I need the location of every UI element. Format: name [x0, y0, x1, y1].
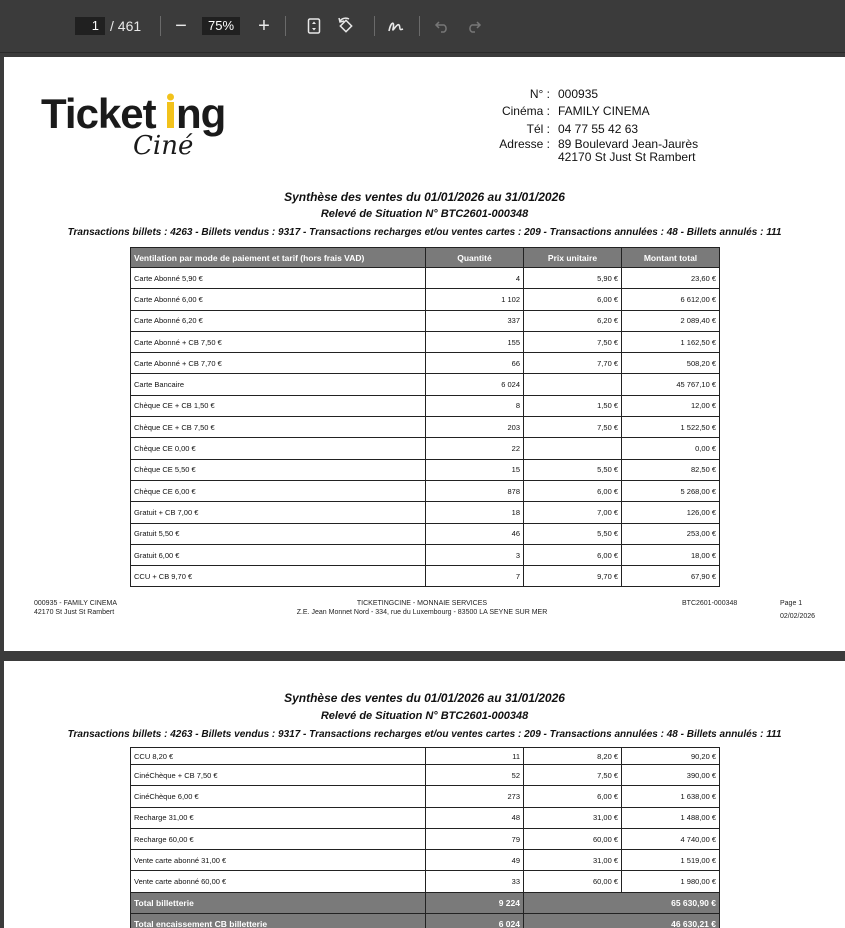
table-row	[131, 480, 720, 501]
footer-page	[780, 599, 815, 621]
column-header: Ventilation par mode de paiement et tarif (hors frais VAD)	[131, 248, 426, 268]
table-row	[131, 310, 720, 331]
footer-date: 02/02/2026	[780, 613, 816, 620]
cinema-info	[440, 86, 740, 166]
table-row	[131, 268, 720, 289]
row-unit-price: 7,50 €	[524, 331, 622, 352]
row-unit-price: 6,00 €	[524, 480, 622, 501]
column-header: Quantité	[426, 248, 524, 268]
row-unit-price: 60,00 €	[524, 871, 622, 892]
row-total: 126,00 €	[622, 502, 720, 523]
row-unit-price	[524, 374, 622, 395]
row-label: Vente carte abonné 60,00 €	[131, 871, 426, 892]
row-total: 1 522,50 €	[622, 417, 720, 438]
report-title: Synthèse des ventes du 01/01/2026 au 31/01/2026	[284, 691, 565, 705]
total-quantity: 9 224	[426, 892, 524, 913]
table-row	[131, 748, 720, 765]
row-total: 18,00 €	[622, 544, 720, 565]
row-quantity: 155	[426, 331, 524, 352]
row-unit-price: 6,00 €	[524, 289, 622, 310]
row-total: 508,20 €	[622, 353, 720, 374]
row-quantity: 337	[426, 310, 524, 331]
total-row	[131, 913, 720, 928]
row-label: Carte Abonné 6,00 €	[131, 289, 426, 310]
row-quantity: 6 024	[426, 374, 524, 395]
row-unit-price: 1,50 €	[524, 395, 622, 416]
row-label: Chèque CE + CB 1,50 €	[131, 395, 426, 416]
cinema-address-line2: 42170 St Just St Rambert	[558, 150, 696, 164]
row-total: 45 767,10 €	[622, 374, 720, 395]
row-quantity: 66	[426, 353, 524, 374]
table-row	[131, 765, 720, 786]
row-unit-price: 7,00 €	[524, 502, 622, 523]
table-row	[131, 459, 720, 480]
sales-table	[130, 247, 720, 587]
column-header: Prix unitaire	[524, 248, 622, 268]
row-total: 253,00 €	[622, 523, 720, 544]
row-quantity: 52	[426, 765, 524, 786]
redo-icon[interactable]	[462, 14, 486, 38]
cinema-name: FAMILY CINEMA	[558, 104, 650, 118]
row-total: 6 612,00 €	[622, 289, 720, 310]
row-total: 0,00 €	[622, 438, 720, 459]
toolbar-divider	[419, 16, 420, 36]
row-unit-price: 8,20 €	[524, 748, 622, 765]
total-row	[131, 892, 720, 913]
row-unit-price: 6,00 €	[524, 544, 622, 565]
table-row	[131, 417, 720, 438]
row-total: 67,90 €	[622, 566, 720, 587]
cinema-number-label: N° :	[529, 87, 550, 101]
row-label: Recharge 31,00 €	[131, 807, 426, 828]
cinema-number: 000935	[558, 87, 599, 101]
row-total: 23,60 €	[622, 268, 720, 289]
row-label: Chèque CE 6,00 €	[131, 480, 426, 501]
fit-page-icon[interactable]	[302, 14, 326, 38]
row-quantity: 878	[426, 480, 524, 501]
cinema-address-line1: 89 Boulevard Jean-Jaurès	[558, 137, 699, 151]
row-quantity: 203	[426, 417, 524, 438]
row-unit-price: 7,70 €	[524, 353, 622, 374]
table-row	[131, 331, 720, 352]
row-label: Carte Abonné + CB 7,50 €	[131, 331, 426, 352]
row-unit-price: 60,00 €	[524, 828, 622, 849]
row-total: 4 740,00 €	[622, 828, 720, 849]
svg-text:ng: ng	[176, 92, 226, 137]
footer-company-address: Z.E. Jean Monnet Nord - 334, rue du Luxembourg - 83500 LA SEYNE SUR MER	[296, 609, 548, 616]
cinema-phone-label: Tél :	[526, 122, 550, 136]
row-label: Carte Bancaire	[131, 374, 426, 395]
toolbar-divider	[374, 16, 375, 36]
row-unit-price: 5,50 €	[524, 523, 622, 544]
row-label: Gratuit 5,50 €	[131, 523, 426, 544]
row-quantity: 46	[426, 523, 524, 544]
footer-cinema-name: 000935 - FAMILY CINEMA	[34, 600, 117, 607]
table-row	[131, 828, 720, 849]
footer-cinema-city: 42170 St Just St Rambert	[34, 609, 115, 616]
row-unit-price: 6,20 €	[524, 310, 622, 331]
cinema-name-label: Cinéma :	[501, 104, 550, 118]
table-row	[131, 544, 720, 565]
row-total: 82,50 €	[622, 459, 720, 480]
row-quantity: 4	[426, 268, 524, 289]
row-unit-price: 9,70 €	[524, 566, 622, 587]
row-quantity: 79	[426, 828, 524, 849]
row-quantity: 49	[426, 850, 524, 871]
row-quantity: 1 102	[426, 289, 524, 310]
footer-cinema	[34, 599, 117, 617]
row-unit-price: 6,00 €	[524, 786, 622, 807]
row-quantity: 18	[426, 502, 524, 523]
row-unit-price: 31,00 €	[524, 807, 622, 828]
row-quantity: 48	[426, 807, 524, 828]
row-label: Carte Abonné + CB 7,70 €	[131, 353, 426, 374]
row-label: Carte Abonné 5,90 €	[131, 268, 426, 289]
row-quantity: 7	[426, 566, 524, 587]
table-row	[131, 807, 720, 828]
cinema-address-label: Adresse :	[499, 137, 550, 151]
footer-company	[204, 599, 640, 617]
row-label: Gratuit + CB 7,00 €	[131, 502, 426, 523]
row-quantity: 33	[426, 871, 524, 892]
row-quantity: 15	[426, 459, 524, 480]
row-label: Carte Abonné 6,20 €	[131, 310, 426, 331]
table-row	[131, 566, 720, 587]
undo-icon[interactable]	[430, 14, 454, 38]
cinema-phone: 04 77 55 42 63	[558, 122, 639, 136]
footer-page-number: Page 1	[780, 600, 803, 607]
row-quantity: 8	[426, 395, 524, 416]
total-quantity: 6 024	[426, 913, 524, 928]
row-label: Chèque CE 5,50 €	[131, 459, 426, 480]
total-amount: 46 630,21 €	[524, 913, 720, 928]
pdf-page-2	[4, 661, 845, 928]
pdf-toolbar	[0, 0, 845, 53]
report-summary: Transactions billets : 4263 - Billets vendus : 9317 - Transactions recharges et/ou ventes cartes : 209 - Transactions annulées : 48 - Billets annulés : 111	[67, 227, 782, 238]
total-amount: 65 630,90 €	[524, 892, 720, 913]
row-label: Gratuit 6,00 €	[131, 544, 426, 565]
row-total: 1 980,00 €	[622, 871, 720, 892]
column-header: Montant total	[622, 248, 720, 268]
report-subtitle: Relevé de Situation N° BTC2601-000348	[320, 208, 529, 220]
draw-icon[interactable]	[384, 14, 408, 38]
table-row	[131, 289, 720, 310]
row-label: CinéChèque + CB 7,50 €	[131, 765, 426, 786]
toolbar-divider	[285, 16, 286, 36]
footer-reference: BTC2601-000348	[682, 600, 738, 607]
pdf-page-1	[4, 57, 845, 651]
row-quantity: 11	[426, 748, 524, 765]
total-label: Total encaissement CB billetterie	[131, 913, 426, 928]
row-total: 1 519,00 €	[622, 850, 720, 871]
row-total: 1 488,00 €	[622, 807, 720, 828]
ticketing-cine-logo	[41, 92, 241, 162]
row-label: CCU + CB 9,70 €	[131, 566, 426, 587]
toolbar-divider	[160, 16, 161, 36]
row-label: CinéChèque 6,00 €	[131, 786, 426, 807]
zoom-out-button[interactable]: −	[175, 14, 187, 37]
table-row	[131, 786, 720, 807]
row-total: 90,20 €	[622, 748, 720, 765]
svg-text:Ciné: Ciné	[133, 131, 194, 161]
table-row	[131, 850, 720, 871]
row-total: 2 089,40 €	[622, 310, 720, 331]
row-total: 1 162,50 €	[622, 331, 720, 352]
row-unit-price	[524, 438, 622, 459]
row-unit-price: 7,50 €	[524, 765, 622, 786]
svg-text:Ticket: Ticket	[41, 92, 156, 137]
row-label: CCU 8,20 €	[131, 748, 426, 765]
row-total: 5 268,00 €	[622, 480, 720, 501]
row-quantity: 3	[426, 544, 524, 565]
table-row	[131, 523, 720, 544]
row-label: Recharge 60,00 €	[131, 828, 426, 849]
sales-table-continued	[130, 747, 720, 928]
row-unit-price: 31,00 €	[524, 850, 622, 871]
zoom-level-input[interactable]: 75%	[202, 17, 240, 35]
footer-company-name: TICKETINGCINE - MONNAIE SERVICES	[356, 600, 488, 607]
row-label: Chèque CE 0,00 €	[131, 438, 426, 459]
row-label: Chèque CE + CB 7,50 €	[131, 417, 426, 438]
row-quantity: 273	[426, 786, 524, 807]
table-row	[131, 871, 720, 892]
row-total: 1 638,00 €	[622, 786, 720, 807]
row-unit-price: 5,50 €	[524, 459, 622, 480]
row-label: Vente carte abonné 31,00 €	[131, 850, 426, 871]
row-total: 12,00 €	[622, 395, 720, 416]
report-subtitle: Relevé de Situation N° BTC2601-000348	[320, 710, 529, 722]
total-label: Total billetterie	[131, 892, 426, 913]
zoom-in-button[interactable]: +	[258, 14, 270, 37]
table-row	[131, 374, 720, 395]
report-title: Synthèse des ventes du 01/01/2026 au 31/01/2026	[284, 190, 565, 204]
row-unit-price: 7,50 €	[524, 417, 622, 438]
row-quantity: 22	[426, 438, 524, 459]
row-total: 390,00 €	[622, 765, 720, 786]
page-total: / 461	[110, 18, 142, 34]
table-row	[131, 395, 720, 416]
report-summary: Transactions billets : 4263 - Billets vendus : 9317 - Transactions recharges et/ou ventes cartes : 209 - Transactions annulées : 48 - Billets annulés : 111	[67, 729, 782, 740]
row-unit-price: 5,90 €	[524, 268, 622, 289]
page-number-input[interactable]: 1	[75, 17, 105, 35]
table-row	[131, 438, 720, 459]
rotate-icon[interactable]	[334, 14, 358, 38]
table-row	[131, 353, 720, 374]
table-row	[131, 502, 720, 523]
